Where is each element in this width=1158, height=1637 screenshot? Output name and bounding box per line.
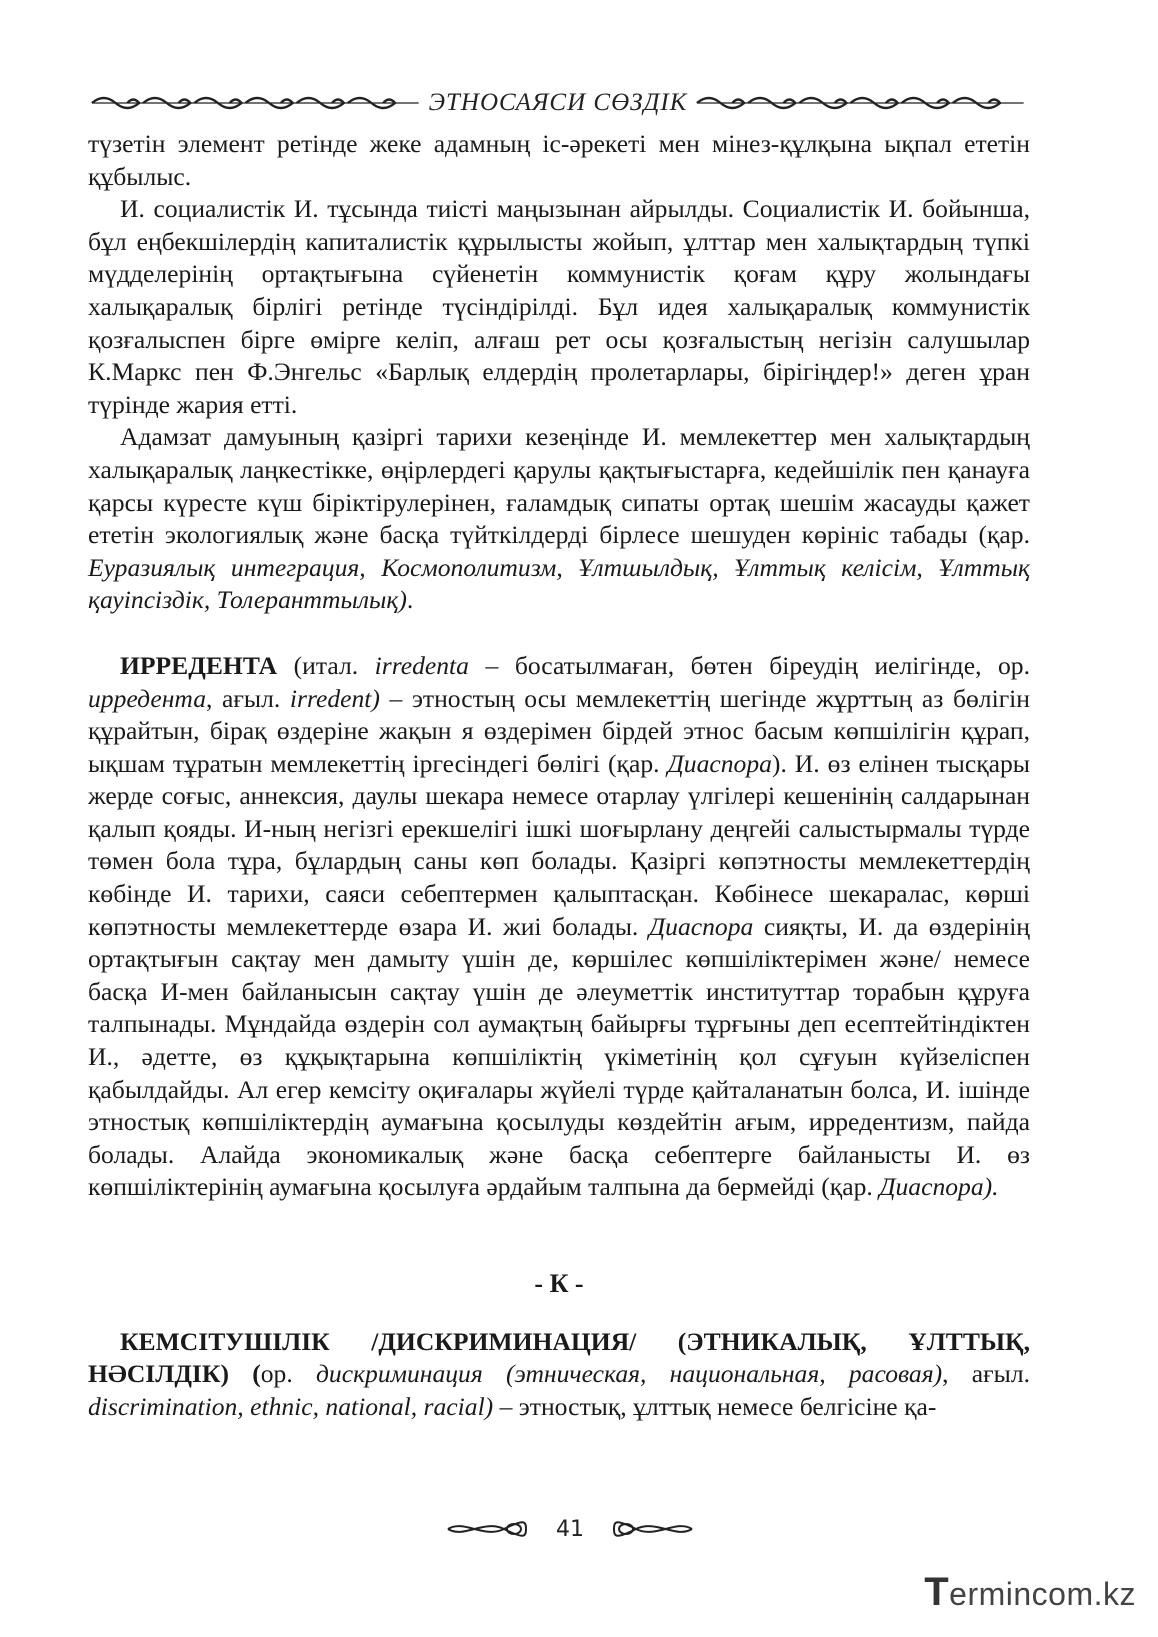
- paragraph-end: .: [406, 585, 414, 615]
- entry-text: – этностың осы мемлекеттің шегінде жұрттың аз бөлігін құрайтын, бірақ өздеріне жақын я өздерімен бірдей этнос басым көпшілігін құрап, ықшам тұратын мемлекеттің іргесіндегі бөлігі (қар.: [88, 683, 1030, 778]
- page-header: [88, 86, 1028, 120]
- entry-term: ИРРЕДЕНТА: [120, 650, 278, 680]
- paragraph-modern-era: [88, 421, 1030, 617]
- entry-text: сияқты, И. да өздерінің ортақтығын сақтау мен дамыту үшін де, көршілес көпшіліктерімен және/ немесе басқа И-мен байланысын сақтау үшін де әлеуметтік институттар торабын құруға талпынады. Мұндайда өздерін сол аумақтың байырғы тұрғыны деп есептейтіндіктен И., әдетте, өз құқықтарына көпшіліктің үкіметінің қол сұғуын күйзеліспен қабылдайды. Ал егер кемсіту оқиғалары жүйелі түрде қайталанатын болса, И. ішінде этностық көпшіліктердің аумағына қосылуды көздейтін ағым, ирредентизм, пайда болады. Алайда экономикалық және басқа себептерге байланысты И. өз көпшіліктерінің аумағына қосылуға әрдайым талпына да бермейді (қар.: [88, 911, 1031, 1202]
- entry-italic: ирредента: [88, 683, 207, 713]
- watermark-logo: [924, 1570, 1136, 1615]
- entry-text: , ағыл.: [206, 683, 290, 713]
- entry-italic: irredenta: [374, 650, 469, 680]
- entry-irredenta: [88, 650, 1030, 1204]
- entry-italic: irredent): [289, 683, 380, 713]
- letter-section-heading: - К -: [534, 1269, 584, 1298]
- header-title: ЭТНОСАЯСИ СӨЗДІК: [428, 89, 688, 116]
- entry-text: – босатылмаған, бөтен біреудің иелігінде, ор.: [468, 650, 1030, 680]
- spacer: [88, 1204, 1030, 1268]
- spacer: [88, 617, 1030, 650]
- watermark-initial: T: [924, 1570, 950, 1614]
- entry-text: – этностық, ұлттық немесе белгісіне қа-: [493, 1391, 937, 1421]
- swirl-ornament-left-icon: [444, 1517, 530, 1541]
- entry-text: ор.: [260, 1359, 316, 1389]
- entry-text: , ағыл.: [942, 1359, 1031, 1389]
- paragraph-continuation: түзетін элемент ретінде жеке адамның іс-әрекеті мен мінез-құлқына ықпал ететін құбылыс.: [88, 129, 1030, 191]
- entry-italic: discrimination, ethnic, national, racial): [88, 1391, 494, 1421]
- page-content: [88, 128, 1030, 1423]
- entry-italic: Диаспора).: [879, 1172, 999, 1202]
- paragraph-text: Адамзат дамуының қазіргі тарихи кезеңінде И. мемлекеттер мен халықтардың халықаралық лаңкестікке, өңірлердегі қарулы қақтығыстарға, кедейшілік пен қанауға қарсы күресте күш біріктірулерінен, ғаламдық сипаты ортақ шешім жасауды қажет ететін экологиялық және басқа түйткілдерді бірлесе шешуден көрініс табады (қар.: [88, 422, 1030, 550]
- page-footer: [410, 1511, 730, 1547]
- entry-italic: дискриминация (этническая, национальная, расовая): [315, 1359, 943, 1389]
- entry-italic: Диаспора: [667, 748, 772, 778]
- cross-references: Еуразиялық интеграция, Космополитизм, Ұлтшылдық, Ұлттық келісім, Ұлттық қауіпсіздік, Толеранттылық): [88, 552, 1030, 615]
- paragraph-socialist: И. социалистік И. тұсында тиісті маңызынан айрылды. Социалистік И. бойынша, бұл еңбекшілердің капиталистік құрылысты жойып, ұлттар мен халықтардың түпкі мүдделерінің ортақтығына сүйенетін коммунистік қоғам құру жолындағы халықаралық бірлігі ретінде түсіндірілді. Бұл идея халықаралық коммунистік қозғалыспен бірге өмірге келіп, алғаш рет осы қозғалыстың негізін салушылар К.Маркс пен Ф.Энгельс «Барлық елдердің пролетарлары, бірігіңдер!» деген ұран түрінде жария етті.: [88, 194, 1030, 419]
- entry-discrimination: [88, 1326, 1030, 1424]
- entry-term: КЕМСІТУШІЛІК /ДИСКРИМИНАЦИЯ/ (ЭТНИКАЛЫҚ, ҰЛТТЫҚ, НӘСІЛДІК) (: [88, 1326, 1030, 1389]
- entry-italic: Диаспора: [648, 911, 754, 941]
- swirl-ornament-right-icon: [610, 1517, 696, 1541]
- spacer: [88, 1301, 1030, 1326]
- page-number: 41: [556, 1516, 584, 1542]
- ornament-right-icon: [693, 92, 1028, 114]
- ornament-left-icon: [88, 92, 423, 114]
- entry-text: ). И. өз елінен тысқары жерде соғыс, аннексия, даулы шекара немесе отарлау үлгілері кешенінің салдарынан қалып қояды. И-ның негізгі ерекшелігі ішкі шоғырлану деңгейі салыстырмалы түрде төмен бола тұра, бұлардың саны көп болады. Қазіргі көпэтносты мемлекеттердің көбінде И. тарихи, саяси себептермен қалыптасқан. Көбінесе шекаралас, көрші көпэтносты мемлекеттерде өзара И. жиі болады.: [88, 748, 1030, 941]
- entry-text: (итал.: [277, 650, 375, 680]
- watermark-text: ermincom.kz: [949, 1576, 1136, 1612]
